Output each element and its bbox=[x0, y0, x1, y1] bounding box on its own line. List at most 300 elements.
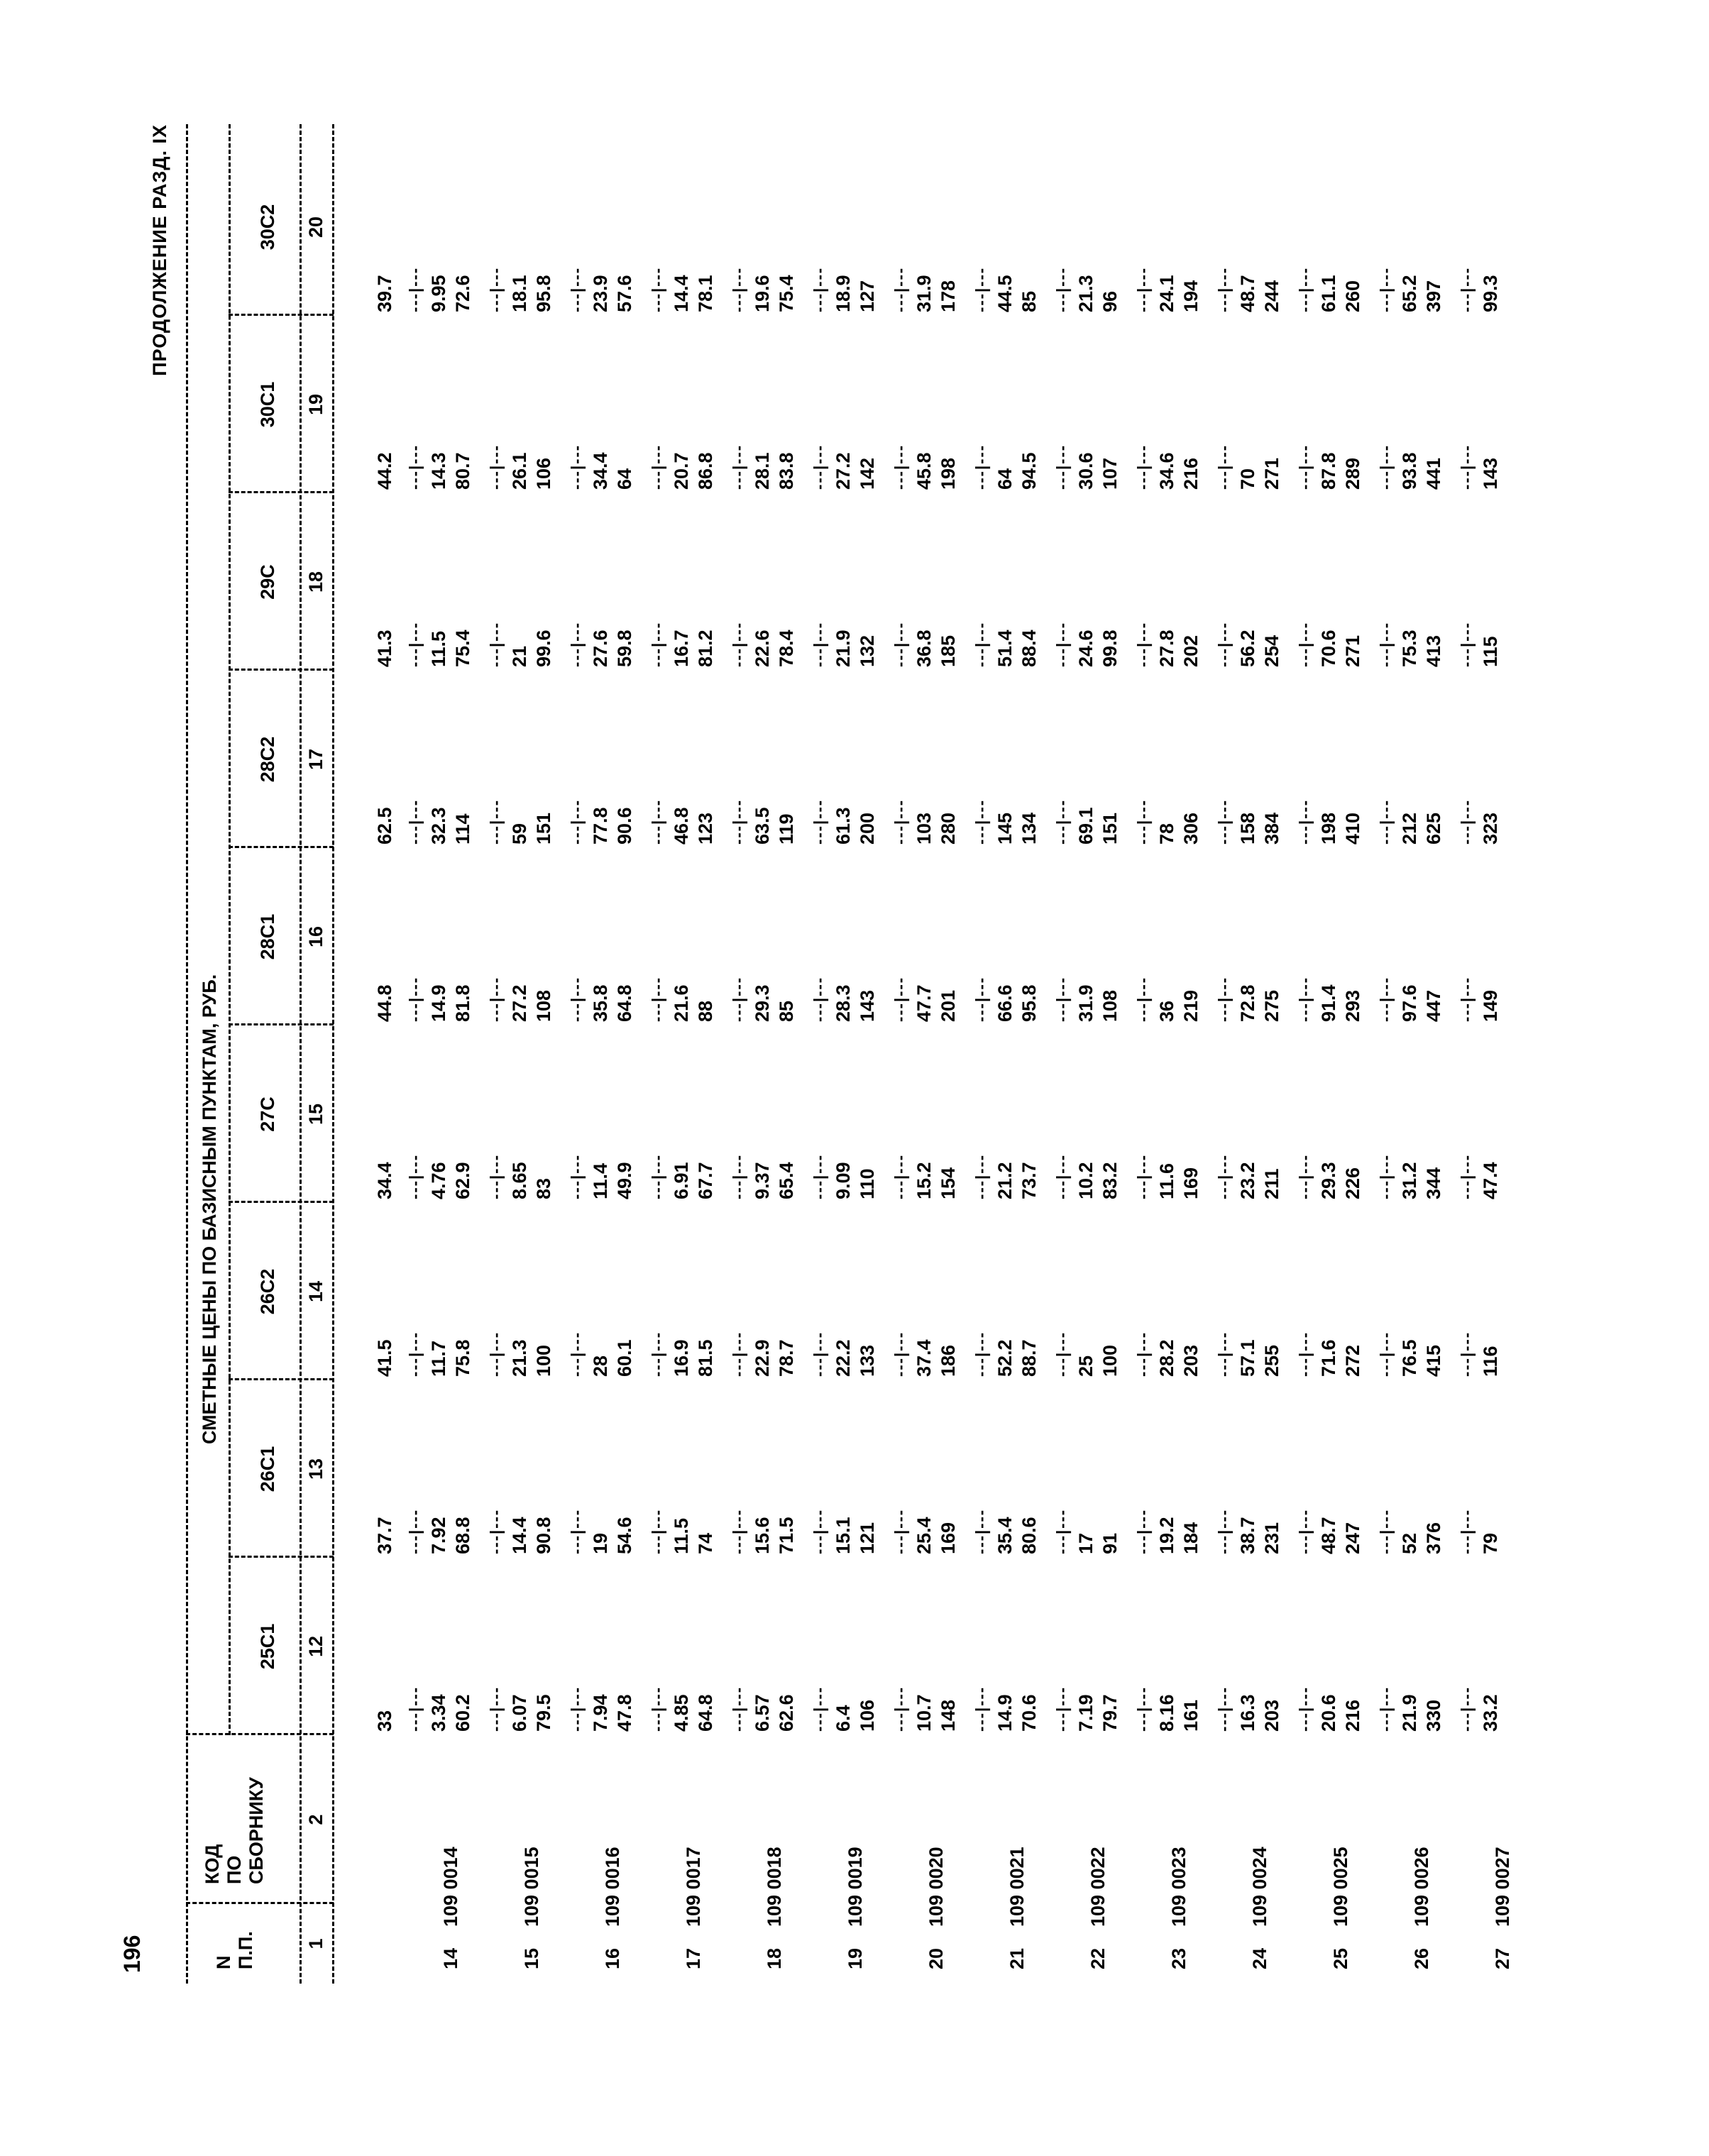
price-top: 23.9 bbox=[590, 275, 611, 312]
price-top: 76.5 bbox=[1399, 1339, 1420, 1377]
price-cell bbox=[1236, 813, 1285, 845]
price-top: 8.16 bbox=[1156, 1694, 1177, 1732]
price-bottom: 85 bbox=[1018, 290, 1040, 312]
price-top: 6.91 bbox=[671, 1162, 692, 1199]
row-number: 17 bbox=[683, 1947, 704, 1969]
price-top: 35.8 bbox=[590, 984, 611, 1022]
price-cell bbox=[832, 1517, 880, 1554]
row-code-value: 109 0020 bbox=[925, 1847, 947, 1927]
cell-separator: ---|--- bbox=[406, 1331, 424, 1377]
price-bottom: 415 bbox=[1422, 1344, 1444, 1377]
price-bottom: 108 bbox=[1099, 989, 1121, 1022]
price-cell bbox=[1236, 458, 1285, 490]
cell-separator: ---|--- bbox=[1296, 1685, 1314, 1732]
price-bottom: 330 bbox=[1422, 1699, 1444, 1732]
price-top: 21.9 bbox=[1399, 1694, 1420, 1732]
price-cell bbox=[589, 1517, 637, 1554]
price-cell bbox=[1155, 1517, 1204, 1554]
price-bottom: 72.6 bbox=[451, 275, 473, 312]
price-cell bbox=[1317, 275, 1365, 312]
price-top: 6.57 bbox=[752, 1694, 773, 1732]
row-code bbox=[521, 1847, 543, 1969]
price-top: 143 bbox=[1480, 457, 1501, 490]
price-top: 4.85 bbox=[671, 1694, 692, 1732]
row-code bbox=[1249, 1847, 1271, 1969]
cell-separator: ---|--- bbox=[1134, 1685, 1152, 1732]
price-top: 91.4 bbox=[1318, 984, 1339, 1022]
price-bottom: 75.8 bbox=[451, 1339, 473, 1377]
price-bottom: 100 bbox=[532, 1344, 554, 1377]
price-top: 47.4 bbox=[1480, 1162, 1501, 1199]
price-top: 34.4 bbox=[590, 452, 611, 490]
header-n-label: N bbox=[213, 1955, 234, 1969]
cell-separator: ---|--- bbox=[1053, 266, 1071, 312]
cell-separator: ---|--- bbox=[891, 1508, 909, 1554]
price-cell bbox=[508, 275, 556, 312]
point-header: 29С bbox=[257, 564, 278, 600]
header-col-code bbox=[202, 1777, 268, 1884]
price-bottom: 65.4 bbox=[775, 1162, 797, 1199]
price-cell bbox=[1155, 275, 1204, 312]
price-bottom: 198 bbox=[937, 457, 959, 490]
price-cell bbox=[1075, 629, 1123, 667]
price-top: 78 bbox=[1156, 823, 1177, 845]
price-bottom: 200 bbox=[856, 812, 878, 845]
cell-separator: ---|--- bbox=[730, 621, 747, 667]
price-bottom: 127 bbox=[856, 280, 878, 312]
price-bottom: 260 bbox=[1341, 280, 1363, 312]
price-top: 70 bbox=[1237, 468, 1258, 490]
column-number: 16 bbox=[305, 925, 326, 948]
price-top: 70.6 bbox=[1318, 629, 1339, 667]
column-number: 15 bbox=[305, 1103, 326, 1126]
price-top: 93.8 bbox=[1399, 452, 1420, 490]
price-cell bbox=[994, 452, 1042, 490]
price-bottom: 123 bbox=[694, 812, 716, 845]
price-bottom: 81.8 bbox=[451, 984, 473, 1022]
cell-separator: ---|--- bbox=[972, 798, 990, 845]
cell-separator: ---|--- bbox=[810, 621, 828, 667]
price-top: 28.3 bbox=[832, 984, 854, 1022]
price-top: 44.5 bbox=[994, 275, 1016, 312]
price-cell bbox=[1236, 275, 1285, 312]
price-top: 87.8 bbox=[1318, 452, 1339, 490]
row-code-value: 109 0027 bbox=[1492, 1847, 1513, 1927]
row-number: 25 bbox=[1330, 1947, 1351, 1969]
cell-separator: ---|--- bbox=[649, 1685, 666, 1732]
price-bottom: 194 bbox=[1180, 280, 1202, 312]
price-cell bbox=[1479, 1533, 1503, 1554]
cell-separator: ---|--- bbox=[891, 1685, 909, 1732]
price-cell bbox=[1236, 629, 1285, 667]
price-bottom: 134 bbox=[1018, 812, 1040, 845]
carry-cell: 62.5 bbox=[374, 807, 395, 845]
cell-separator: ---|--- bbox=[972, 266, 990, 312]
cell-separator: ---|--- bbox=[1296, 1508, 1314, 1554]
price-cell bbox=[1398, 452, 1446, 490]
price-top: 66.6 bbox=[994, 984, 1016, 1022]
price-bottom: 70.6 bbox=[1018, 1694, 1040, 1732]
price-top: 64 bbox=[994, 468, 1016, 490]
price-top: 59 bbox=[509, 823, 530, 845]
price-cell bbox=[832, 629, 880, 667]
price-top: 14.4 bbox=[671, 275, 692, 312]
price-bottom: 73.7 bbox=[1018, 1162, 1040, 1199]
cell-separator: ---|--- bbox=[487, 798, 505, 845]
cell-separator: ---|--- bbox=[1296, 798, 1314, 845]
header-sbornik-label: СБОРНИКУ bbox=[246, 1777, 268, 1884]
price-cell bbox=[832, 275, 880, 312]
price-top: 57.1 bbox=[1237, 1339, 1258, 1377]
cell-separator: ---|--- bbox=[1215, 1331, 1233, 1377]
price-top: 69.1 bbox=[1075, 807, 1097, 845]
cell-separator: ---|--- bbox=[810, 1685, 828, 1732]
price-top: 38.7 bbox=[1237, 1517, 1258, 1554]
price-cell bbox=[1075, 1694, 1123, 1732]
price-cell bbox=[1317, 1694, 1365, 1732]
row-code bbox=[845, 1847, 867, 1969]
price-cell bbox=[427, 984, 476, 1022]
cell-separator: ---|--- bbox=[487, 1685, 505, 1732]
price-top: 17 bbox=[1075, 1532, 1097, 1554]
cell-separator: ---|--- bbox=[1134, 1508, 1152, 1554]
cell-separator: ---|--- bbox=[730, 1153, 747, 1199]
price-top: 29.3 bbox=[752, 984, 773, 1022]
cell-separator: ---|--- bbox=[406, 1153, 424, 1199]
continuation-title: ПРОДОЛЖЕНИЕ РАЗД. IX bbox=[149, 124, 170, 376]
price-top: 28.1 bbox=[752, 452, 773, 490]
price-top: 18.9 bbox=[832, 275, 854, 312]
price-cell bbox=[589, 452, 637, 490]
row-number: 16 bbox=[602, 1947, 623, 1969]
price-top: 158 bbox=[1237, 812, 1258, 845]
price-bottom: 121 bbox=[856, 1522, 878, 1554]
price-bottom: 80.7 bbox=[451, 452, 473, 490]
header-code-label: КОД bbox=[202, 1844, 223, 1884]
price-cell bbox=[1479, 1346, 1503, 1377]
cell-separator: ---|--- bbox=[1215, 1153, 1233, 1199]
price-top: 15.1 bbox=[832, 1517, 854, 1554]
row-code bbox=[925, 1847, 947, 1969]
cell-separator: ---|--- bbox=[891, 1153, 909, 1199]
price-top: 9.95 bbox=[428, 275, 449, 312]
price-top: 27.6 bbox=[590, 629, 611, 667]
row-code bbox=[1492, 1847, 1514, 1969]
price-bottom: 83.2 bbox=[1099, 1162, 1121, 1199]
price-cell bbox=[1398, 1522, 1446, 1554]
cell-separator: ---|--- bbox=[649, 266, 666, 312]
price-cell bbox=[913, 1694, 961, 1732]
cell-separator: ---|--- bbox=[891, 444, 909, 490]
cell-separator: ---|--- bbox=[810, 1153, 828, 1199]
price-bottom: 154 bbox=[937, 1167, 959, 1199]
price-bottom: 216 bbox=[1180, 457, 1202, 490]
price-cell bbox=[994, 984, 1042, 1022]
price-top: 34.6 bbox=[1156, 452, 1177, 490]
cell-separator: ---|--- bbox=[406, 798, 424, 845]
cell-separator: ---|--- bbox=[568, 1153, 586, 1199]
price-bottom: 289 bbox=[1341, 457, 1363, 490]
price-bottom: 178 bbox=[937, 280, 959, 312]
cell-separator: ---|--- bbox=[487, 976, 505, 1022]
price-top: 26.1 bbox=[509, 452, 530, 490]
price-top: 16.3 bbox=[1237, 1694, 1258, 1732]
price-bottom: 186 bbox=[937, 1344, 959, 1377]
price-cell bbox=[1236, 1339, 1285, 1377]
header-pp-label: П.П. bbox=[235, 1931, 257, 1969]
price-bottom: 344 bbox=[1422, 1167, 1444, 1199]
cell-separator: ---|--- bbox=[568, 621, 586, 667]
price-bottom: 185 bbox=[937, 634, 959, 667]
price-bottom: 60.1 bbox=[613, 1339, 635, 1377]
price-bottom: 110 bbox=[856, 1168, 878, 1199]
price-bottom: 91 bbox=[1099, 1532, 1121, 1554]
colnum-rule bbox=[332, 124, 334, 1984]
cell-separator: ---|--- bbox=[1215, 1685, 1233, 1732]
price-bottom: 95.8 bbox=[1018, 984, 1040, 1022]
price-cell bbox=[670, 629, 718, 667]
price-cell bbox=[1155, 1694, 1204, 1732]
cell-separator: ---|--- bbox=[1377, 266, 1395, 312]
price-top: 6.4 bbox=[832, 1705, 854, 1732]
price-cell bbox=[670, 275, 718, 312]
column-number: 1 bbox=[305, 1938, 326, 1949]
price-bottom: 151 bbox=[1099, 812, 1121, 845]
row-number: 19 bbox=[845, 1947, 866, 1969]
price-bottom: 64 bbox=[613, 468, 635, 490]
cell-separator: ---|--- bbox=[730, 1685, 747, 1732]
price-top: 115 bbox=[1480, 636, 1501, 667]
price-bottom: 151 bbox=[532, 812, 554, 845]
price-bottom: 47.8 bbox=[613, 1694, 635, 1732]
price-top: 47.7 bbox=[913, 984, 935, 1022]
cell-separator: ---|--- bbox=[406, 976, 424, 1022]
price-bottom: 306 bbox=[1180, 812, 1202, 845]
cell-separator: ---|--- bbox=[730, 1508, 747, 1554]
row-code bbox=[1168, 1847, 1190, 1969]
price-bottom: 244 bbox=[1260, 280, 1282, 312]
price-bottom: 397 bbox=[1422, 280, 1444, 312]
price-bottom: 90.8 bbox=[532, 1517, 554, 1554]
cell-separator: ---|--- bbox=[730, 266, 747, 312]
cell-separator: ---|--- bbox=[406, 266, 424, 312]
cell-separator: ---|--- bbox=[649, 1153, 666, 1199]
price-cell bbox=[1479, 990, 1503, 1022]
price-bottom: 86.8 bbox=[694, 452, 716, 490]
row-code-value: 109 0026 bbox=[1411, 1847, 1432, 1927]
price-top: 32.3 bbox=[428, 807, 449, 845]
point-header: 26С2 bbox=[257, 1268, 278, 1315]
price-bottom: 247 bbox=[1341, 1522, 1363, 1554]
cell-separator: ---|--- bbox=[406, 1508, 424, 1554]
price-top: 23.2 bbox=[1237, 1162, 1258, 1199]
cell-separator: ---|--- bbox=[487, 266, 505, 312]
price-bottom: 226 bbox=[1341, 1167, 1363, 1199]
price-bottom: 90.6 bbox=[613, 807, 635, 845]
price-bottom: 201 bbox=[937, 989, 959, 1022]
cell-separator: ---|--- bbox=[568, 266, 586, 312]
price-bottom: 99.6 bbox=[532, 629, 554, 667]
price-bottom: 94.5 bbox=[1018, 452, 1040, 490]
price-bottom: 100 bbox=[1099, 1344, 1121, 1377]
price-cell bbox=[427, 807, 476, 845]
carry-cell: 44.2 bbox=[374, 452, 395, 490]
cell-separator: ---|--- bbox=[1215, 266, 1233, 312]
cell-separator: ---|--- bbox=[1296, 1153, 1314, 1199]
price-cell bbox=[1075, 452, 1123, 490]
carry-cell: 34.4 bbox=[374, 1162, 395, 1199]
cell-separator: ---|--- bbox=[568, 1331, 586, 1377]
price-bottom: 71.5 bbox=[775, 1517, 797, 1554]
cell-separator: ---|--- bbox=[972, 1331, 990, 1377]
price-top: 24.1 bbox=[1156, 275, 1177, 312]
price-top: 212 bbox=[1399, 812, 1420, 845]
header-rule bbox=[300, 124, 302, 1984]
price-cell bbox=[1398, 275, 1446, 312]
price-cell bbox=[1317, 1162, 1365, 1199]
cell-separator: ---|--- bbox=[568, 798, 586, 845]
price-cell bbox=[994, 1517, 1042, 1554]
price-bottom: 106 bbox=[532, 457, 554, 490]
cell-separator: ---|--- bbox=[1458, 798, 1476, 845]
price-top: 45.8 bbox=[913, 452, 935, 490]
row-code-value: 109 0016 bbox=[602, 1847, 623, 1927]
price-top: 28 bbox=[590, 1355, 611, 1377]
price-cell bbox=[832, 1700, 880, 1732]
price-bottom: 88.4 bbox=[1018, 629, 1040, 667]
price-cell bbox=[913, 629, 961, 667]
price-bottom: 148 bbox=[937, 1699, 959, 1732]
point-header: 30С2 bbox=[257, 204, 278, 251]
cell-separator: ---|--- bbox=[1458, 1508, 1476, 1554]
price-top: 48.7 bbox=[1237, 275, 1258, 312]
price-cell bbox=[913, 1517, 961, 1554]
price-top: 22.6 bbox=[752, 629, 773, 667]
cell-separator: ---|--- bbox=[891, 976, 909, 1022]
price-top: 323 bbox=[1480, 812, 1501, 845]
cell-separator: ---|--- bbox=[1134, 621, 1152, 667]
cell-separator: ---|--- bbox=[1296, 976, 1314, 1022]
cell-separator: ---|--- bbox=[649, 621, 666, 667]
price-cell bbox=[1075, 1345, 1123, 1377]
price-top: 52.2 bbox=[994, 1339, 1016, 1377]
cell-separator: ---|--- bbox=[1134, 444, 1152, 490]
table-top-rule bbox=[186, 124, 188, 1984]
price-bottom: 132 bbox=[856, 634, 878, 667]
cell-separator: ---|--- bbox=[810, 444, 828, 490]
cell-separator: ---|--- bbox=[649, 444, 666, 490]
price-top: 9.37 bbox=[752, 1162, 773, 1199]
price-cell bbox=[1317, 813, 1365, 845]
cell-separator: ---|--- bbox=[649, 1508, 666, 1554]
price-cell bbox=[1075, 984, 1123, 1022]
price-cell bbox=[1155, 813, 1204, 845]
price-bottom: 78.1 bbox=[694, 275, 716, 312]
price-top: 7.94 bbox=[590, 1694, 611, 1732]
price-cell bbox=[1398, 1339, 1446, 1377]
price-bottom: 88.7 bbox=[1018, 1339, 1040, 1377]
cell-separator: ---|--- bbox=[487, 621, 505, 667]
row-code-value: 109 0022 bbox=[1087, 1847, 1109, 1927]
cell-separator: ---|--- bbox=[1053, 444, 1071, 490]
price-cell bbox=[751, 452, 799, 490]
row-code bbox=[1006, 1847, 1028, 1969]
price-top: 31.9 bbox=[1075, 984, 1097, 1022]
price-cell bbox=[832, 1339, 880, 1377]
price-cell bbox=[913, 452, 961, 490]
carry-cell: 37.7 bbox=[374, 1517, 395, 1554]
row-number: 27 bbox=[1492, 1947, 1513, 1969]
price-cell bbox=[1317, 1517, 1365, 1554]
price-cell bbox=[994, 629, 1042, 667]
point-divider bbox=[229, 1201, 334, 1203]
price-bottom: 106 bbox=[856, 1699, 878, 1732]
point-header: 27С bbox=[257, 1096, 278, 1132]
price-top: 103 bbox=[913, 812, 935, 845]
point-divider bbox=[229, 491, 334, 493]
price-bottom: 114 bbox=[451, 813, 473, 845]
price-top: 14.3 bbox=[428, 452, 449, 490]
cell-separator: ---|--- bbox=[1053, 976, 1071, 1022]
price-cell bbox=[832, 452, 880, 490]
price-cell bbox=[1236, 1162, 1285, 1199]
cell-separator: ---|--- bbox=[1296, 444, 1314, 490]
cell-separator: ---|--- bbox=[406, 1685, 424, 1732]
price-top: 6.07 bbox=[509, 1694, 530, 1732]
price-top: 61.3 bbox=[832, 807, 854, 845]
price-cell bbox=[1075, 1162, 1123, 1199]
cell-separator: ---|--- bbox=[810, 266, 828, 312]
cell-separator: ---|--- bbox=[810, 976, 828, 1022]
price-bottom: 410 bbox=[1341, 812, 1363, 845]
row-code-value: 109 0014 bbox=[440, 1847, 461, 1927]
price-cell bbox=[589, 629, 637, 667]
cell-separator: ---|--- bbox=[1053, 798, 1071, 845]
cell-separator: ---|--- bbox=[891, 798, 909, 845]
column-number: 14 bbox=[305, 1280, 326, 1303]
price-cell bbox=[994, 813, 1042, 845]
price-bottom: 119 bbox=[775, 813, 797, 845]
point-header: 26С1 bbox=[257, 1446, 278, 1492]
price-bottom: 64.8 bbox=[694, 1694, 716, 1732]
price-top: 21.3 bbox=[1075, 275, 1097, 312]
price-top: 22.2 bbox=[832, 1339, 854, 1377]
price-bottom: 384 bbox=[1260, 812, 1282, 845]
cell-separator: ---|--- bbox=[1458, 444, 1476, 490]
price-cell bbox=[1317, 984, 1365, 1022]
price-cell bbox=[1398, 1694, 1446, 1732]
price-bottom: 216 bbox=[1341, 1699, 1363, 1732]
price-top: 36.8 bbox=[913, 629, 935, 667]
price-bottom: 54.6 bbox=[613, 1517, 635, 1554]
price-top: 46.8 bbox=[671, 807, 692, 845]
cell-separator: ---|--- bbox=[891, 266, 909, 312]
price-bottom: 275 bbox=[1260, 989, 1282, 1022]
price-bottom: 169 bbox=[1180, 1167, 1202, 1199]
point-divider bbox=[229, 314, 334, 316]
cell-separator: ---|--- bbox=[1215, 444, 1233, 490]
column-number: 18 bbox=[305, 571, 326, 593]
row-code-value: 109 0017 bbox=[683, 1847, 704, 1927]
price-bottom: 293 bbox=[1341, 989, 1363, 1022]
row-number: 21 bbox=[1006, 1947, 1028, 1969]
cell-separator: ---|--- bbox=[1215, 976, 1233, 1022]
price-cell bbox=[508, 1162, 556, 1199]
price-bottom: 83 bbox=[532, 1177, 554, 1199]
price-bottom: 83.8 bbox=[775, 452, 797, 490]
page-number: 196 bbox=[119, 1935, 145, 1973]
price-cell bbox=[427, 1162, 476, 1199]
